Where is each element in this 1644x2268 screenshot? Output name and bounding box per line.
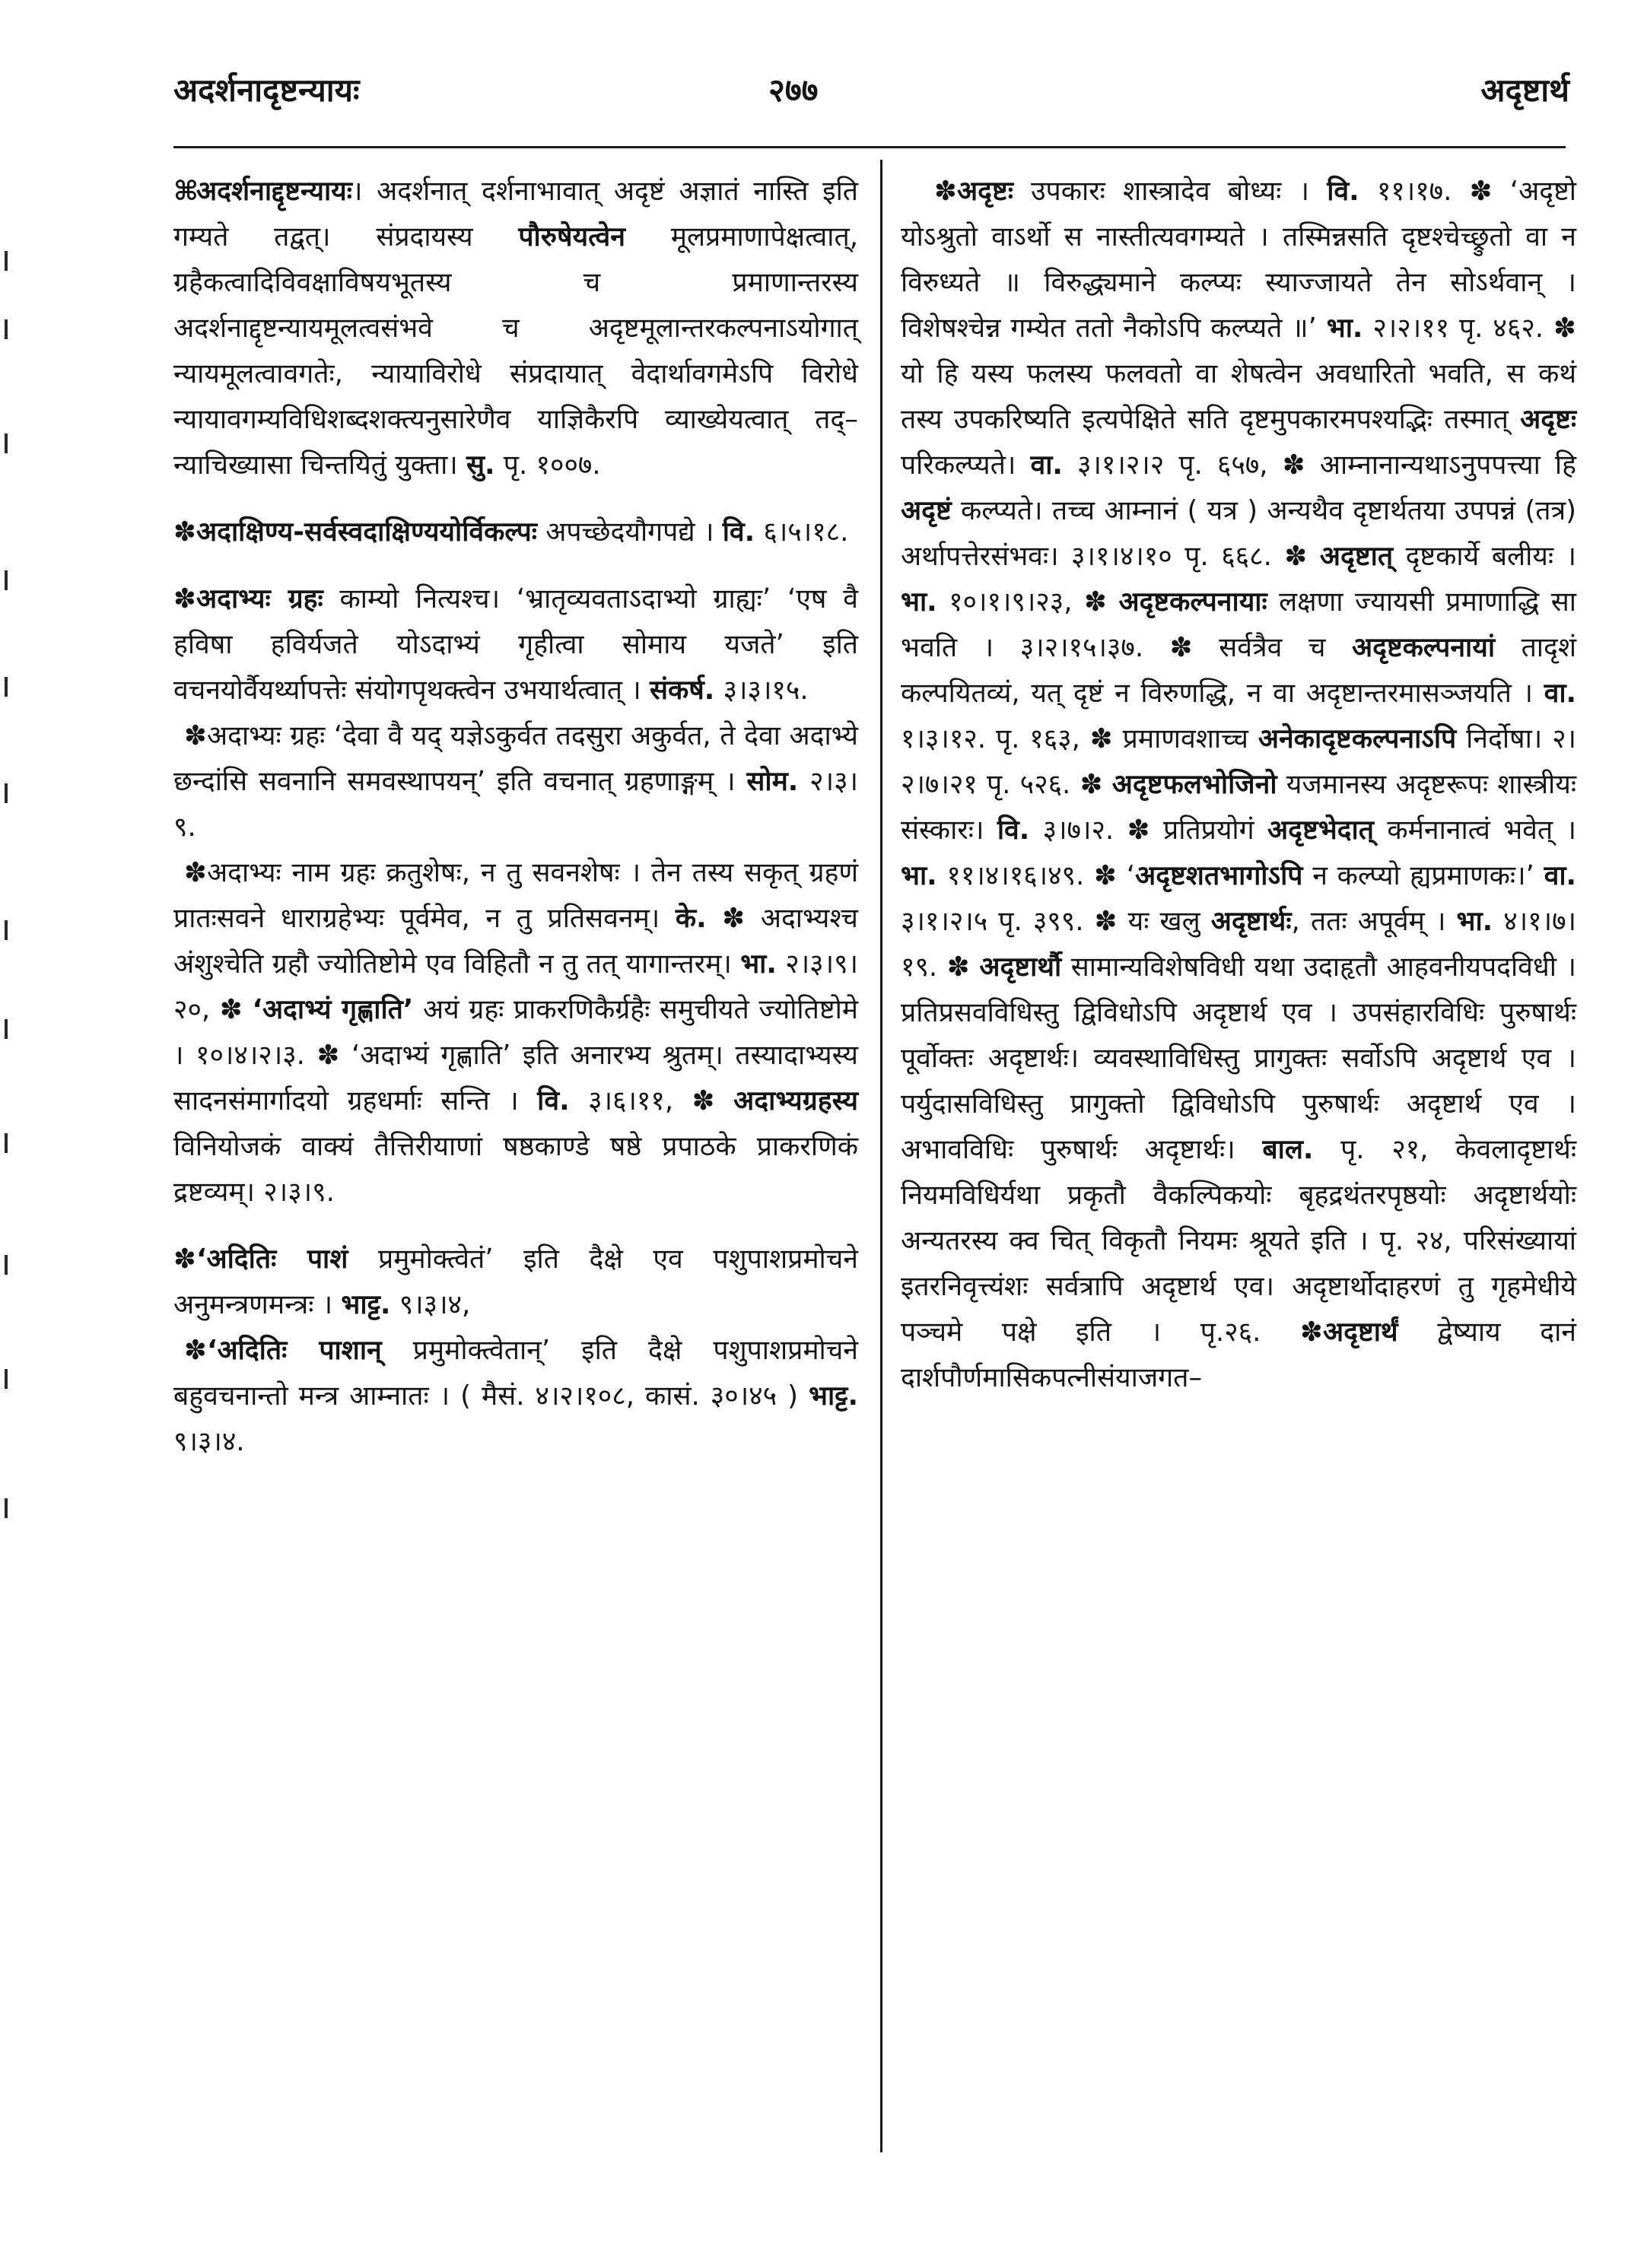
edge-mark — [5, 1133, 8, 1153]
entry-text: आम्नानान्यथाऽनुपपत्त्या हि — [1305, 449, 1576, 481]
edge-mark — [5, 319, 8, 339]
header-rule — [173, 146, 1566, 148]
headword: अदृष्टभेदात् — [1267, 815, 1374, 846]
entry-asterisk-icon: ✽ — [1284, 541, 1308, 572]
entry-text: अदाभ्यः ग्रहः ‘देवा वै यद् यज्ञेऽकुर्वत तदसुरा अकुर्वत, ते देवा अदाभ्ये छन्दांसि सवनानि समवस्थापयन्’ इति वचनात् ग्रहणाङ्गम् । — [173, 720, 858, 797]
special-entry-icon: ⌘ — [173, 176, 199, 207]
headword: अदृष्टार्थौ — [979, 951, 1062, 983]
headword: अदृष्टार्थः — [1210, 906, 1292, 937]
entry-text: लक्षणा ज्यायसी प्रमाणाद्धि सा भवति । ३।२।१५।३७. — [901, 586, 1576, 663]
entry-text: ‘अदाभ्यं गृह्णाति’ इति अनारभ्य श्रुतम्। तस्यादाभ्यस्य सादनसंमार्गादयो ग्रहधर्माः सन्ति । — [173, 1040, 858, 1117]
headword: ‘अदितिः पाशं — [196, 1244, 348, 1275]
entry-text — [970, 951, 980, 983]
right-column — [901, 169, 1576, 1401]
dictionary-entry — [173, 1237, 858, 1465]
running-head-left: अदर्शनादृष्टन्यायः — [173, 71, 360, 109]
entry-asterisk-icon: ✽ — [1169, 632, 1193, 663]
headword: बाल. — [1262, 1134, 1314, 1165]
entry-paragraph — [173, 1237, 858, 1328]
entry-asterisk-icon: ✽ — [1094, 860, 1117, 891]
entry-text: प्रमुमोक्त्वेतान्’ इति दैक्षे पशुपाशप्रमोचने बहुवचनान्तो मन्त्र आम्नातः । ( मैसं. ४।२।१०८, कासं. ३०।४५ ) — [173, 1335, 858, 1412]
entry-sub-paragraph — [173, 1328, 858, 1465]
headword: भा. — [740, 948, 777, 980]
headword: संकर्ष. — [650, 675, 715, 706]
entry-asterisk-icon: ✽ — [184, 1335, 207, 1366]
entry-sub-paragraph — [173, 713, 858, 850]
headword: अदृष्टकल्पनायां — [1351, 632, 1496, 663]
dictionary-entry — [173, 577, 858, 1215]
headword: वि. — [997, 815, 1030, 846]
entry-text: यः खलु — [1117, 906, 1211, 937]
entry-asterisk-icon: ✽ — [173, 583, 196, 615]
entry-text: पृ. १००७. — [494, 449, 601, 481]
headword: भा. — [901, 860, 937, 891]
entry-text: दृष्टकार्ये बलीयः । — [1393, 541, 1576, 572]
entry-text: २।३।९. — [173, 766, 858, 843]
running-head-right: अदृष्टार्थ — [1480, 71, 1569, 109]
headword: अदाक्षिण्य-सर्वस्वदाक्षिण्ययोर्विकल्पः — [196, 516, 537, 548]
headword: अदृष्टं — [901, 495, 952, 526]
headword: पौरुषेयत्वेन — [518, 221, 625, 253]
entry-text: ३।३।१५. — [714, 675, 809, 706]
headword: अदृष्टशतभागोऽपि — [1135, 860, 1303, 891]
edge-mark — [5, 1369, 8, 1389]
entry-text: यजमानस्य अदृष्टरूपः शास्त्रीयः संस्कारः। — [901, 769, 1576, 846]
headword: सु. — [466, 449, 495, 481]
edge-mark — [5, 1019, 8, 1039]
entry-asterisk-icon: ✽ — [1553, 313, 1576, 344]
entry-text: ३।१।२।२ पृ. ६५७, — [1062, 449, 1283, 481]
entry-asterisk-icon: ✽ — [946, 951, 970, 983]
headword: अदाभ्यग्रहस्य — [733, 1085, 858, 1117]
entry-text: २।२।११ पृ. ४६२. — [1363, 313, 1553, 344]
entry-asterisk-icon: ✽ — [934, 176, 957, 207]
entry-paragraph — [173, 510, 858, 555]
entry-asterisk-icon: ✽ — [1282, 449, 1305, 481]
entry-text — [715, 1085, 734, 1117]
entry-asterisk-icon: ✽ — [1299, 1317, 1323, 1348]
entry-text: न कल्प्यो ह्यप्रमाणकः।’ — [1302, 860, 1544, 891]
entry-text: अदाभ्यः नाम ग्रहः क्रतुशेषः, न तु सवनशेषः । तेन तस्य सकृत् ग्रहणं प्रातःसवने धाराग्रहेभ्यः पूर्वमेव, न तु प्रतिसवनम्। — [173, 857, 858, 934]
entry-text: अयं ग्रहः प्राकरणिकैर्ग्रहैः समुचीयते ज्योतिष्टोमे । १०।४।२।३. — [173, 994, 858, 1071]
entry-text: प्रमुमोक्त्वेतं’ इति दैक्षे एव पशुपाशप्रमोचने अनुमन्त्रणमन्त्रः । — [173, 1244, 858, 1320]
headword: अदृष्टः — [1520, 404, 1576, 435]
entry-text: ‘ — [1117, 860, 1136, 891]
entry-text: प्रतिप्रयोगं — [1150, 815, 1268, 846]
entry-text: प्रमाणवशाच्च — [1112, 723, 1258, 754]
headword: भा. — [901, 586, 937, 618]
entry-text: पृ. २१, केवलादृष्टार्थः नियमविधिर्यथा प्रकृतौ वैकल्पिकयोः बृहद्रथंतरपृष्ठयोः अदृष्टार्थयोः अन्यतरस्य क्व चित् विकृतौ नियमः श्रूयते इति । पृ. २४, परिसंख्यायां इतरनिवृत्त्यंशः सर्वत्रापि अदृष्टार्थ एव। अदृष्टार्थोदाहरणं तु गृहमेधीये पञ्चमे पक्षे इति । पृ.२६. — [901, 1134, 1577, 1348]
entry-text: सामान्यविशेषविधी यथा उदाहृतौ आहवनीयपदविधी । प्रतिप्रसवविधिस्तु द्विविधोऽपि अदृष्टार्थ एव । उपसंहारविधिः पुरुषार्थः पूर्वोक्तः अदृष्टार्थः। व्यवस्थाविधिस्तु प्रागुक्तः सर्वोऽपि अदृष्टार्थ एव । पर्युदासविधिस्तु प्रागुक्तो द्विविधोऽपि पुरुषार्थः अदृष्टार्थ एव । अभावविधिः पुरुषार्थः अदृष्टार्थः। — [901, 951, 1576, 1165]
entry-asterisk-icon: ✽ — [184, 720, 207, 751]
entry-paragraph — [173, 577, 858, 713]
entry-text: काम्यो नित्यश्च। ‘भ्रातृव्यवताऽदाभ्यो ग्राह्यः’ ‘एष वै हविषा हविर्यजते योऽदाभ्यं गृहीत्वा सोमाय यजते’ इति वचनयोर्वैयर्थ्यापत्तेः संयोगपृथक्त्वेन उभयार्थत्वात् । — [173, 583, 858, 706]
edge-mark — [5, 1498, 8, 1518]
headword: वा. — [1544, 860, 1576, 891]
page-number: २७७ — [768, 71, 819, 109]
entry-paragraph — [173, 169, 858, 488]
entry-text: , ततः अपूर्वम् । — [1291, 906, 1457, 937]
binding-edge-marks — [5, 251, 8, 1544]
entry-asterisk-icon: ✽ — [1127, 815, 1150, 846]
headword: ‘अदाभ्यं गृह्णाति’ — [252, 994, 414, 1025]
left-column — [173, 169, 858, 1486]
entry-text: तादृशं कल्पयितव्यं, यत् दृष्टं न विरुणद्धि, न वा अदृष्टान्तरमासञ्जयति । — [901, 632, 1576, 709]
headword: अदर्शनाद्दृष्टन्यायः — [196, 176, 352, 207]
headword: अदृष्टार्थं — [1322, 1317, 1398, 1348]
entry-text: विनियोजकं वाक्यं तैत्तिरीयाणां षष्ठकाण्डे षष्ठे प्रपाठके प्राकरणिकं द्रष्टव्यम्। २।३।९. — [173, 1131, 858, 1208]
headword: वा. — [1030, 449, 1063, 481]
entry-text: ११।१७. — [1359, 176, 1470, 207]
entry-asterisk-icon: ✽ — [173, 1244, 196, 1275]
entry-asterisk-icon: ✽ — [1080, 769, 1103, 800]
entry-text: परिकल्प्यते। — [901, 449, 1031, 481]
entry-text: ४।१।७।१९. — [901, 906, 1576, 983]
entry-asterisk-icon: ✽ — [1083, 586, 1107, 618]
entry-text: ६।५।१८. — [755, 516, 849, 548]
headword: अनेकादृष्टकल्पनाऽपि — [1258, 723, 1457, 754]
entry-text: ११।४।१६।४९. — [936, 860, 1095, 891]
entry-text: कर्मनानात्वं भवेत् । — [1373, 815, 1576, 846]
entry-text: उपकारः शास्त्रादेव बोध्यः । — [1013, 176, 1328, 207]
headword: भाट्ट. — [341, 1289, 391, 1320]
entry-text — [1103, 769, 1112, 800]
entry-text: यो हि यस्य फलस्य फलवतो वा शेषत्वेन अवधारितो भवति, स कथं तस्य उपकरिष्यति इत्यपेक्षिते सति दृष्टमुपकारमपश्यद्भिः तस्मात् — [901, 358, 1576, 435]
dictionary-entry — [173, 169, 858, 488]
entry-text: १०।१।९।२३, — [936, 586, 1084, 618]
edge-mark — [5, 434, 8, 453]
entry-text: १।३।१२. पृ. १६३, — [901, 723, 1090, 754]
entry-text: द्वेष्याय दानं दार्शपौर्णमासिकपत्नीसंयाजगत– — [901, 1317, 1576, 1393]
entry-text: ३।१।२।५ पृ. ३९९. — [901, 906, 1095, 937]
headword: भा. — [1456, 906, 1493, 937]
entry-asterisk-icon: ✽ — [1094, 906, 1118, 937]
entry-text: ९।३।४. — [173, 1426, 245, 1457]
edge-mark — [5, 570, 8, 590]
headword: के. — [675, 903, 707, 934]
entry-text: ३।७।२. — [1029, 815, 1127, 846]
entry-sub-paragraph — [173, 850, 858, 1215]
headword: वि. — [537, 1085, 570, 1117]
headword: सोम. — [746, 766, 799, 797]
entry-text — [243, 994, 253, 1025]
headword: वि. — [1327, 176, 1359, 207]
entry-asterisk-icon: ✽ — [1469, 176, 1493, 207]
entry-asterisk-icon: ✽ — [1089, 723, 1113, 754]
entry-text — [707, 903, 723, 934]
edge-mark — [5, 251, 8, 271]
entry-text: २।३।९।२०, — [173, 948, 858, 1025]
headword: अदृष्टकल्पनायाः — [1118, 586, 1267, 618]
entry-asterisk-icon: ✽ — [219, 994, 243, 1025]
entry-asterisk-icon: ✽ — [722, 903, 745, 934]
dictionary-entry — [173, 510, 858, 555]
entry-text: सर्वत्रैव च — [1192, 632, 1352, 663]
edge-mark — [5, 783, 8, 803]
headword: वि. — [722, 516, 755, 548]
headword: ‘अदितिः पाशान् — [207, 1335, 382, 1366]
entry-text: मूलप्रमाणापेक्षत्वात्, ग्रहैकत्वादिविवक्षाविषयभूतस्य च प्रमाणान्तरस्य अदर्शनाद्दृष्टन्यायमूलत्वसंभवे च अदृष्टमूलान्तरकल्पनाऽयोगात् न्यायमूलत्वावगतेः, न्यायाविरोधे संप्रदायात् वेदार्थावगमेऽपि विरोधे न्यायावगम्यविधिशब्दशक्त्यनुसारेणैव याज्ञिकैरपि व्याख्येयत्वात् तद्–न्याचिख्यासा चिन्तयितुं युक्ता। — [173, 221, 858, 481]
headword: भाट्ट. — [809, 1380, 858, 1412]
edge-mark — [5, 920, 8, 940]
entry-paragraph — [901, 169, 1576, 1401]
entry-text: कल्प्यते। तच्च आम्नानं ( यत्र ) अन्यथैव दृष्टार्थतया उपपन्नं (तत्र) अर्थापत्तेरसंभवः। ३।१।४।१० पृ. ६६८. — [901, 495, 1576, 572]
edge-mark — [5, 1255, 8, 1275]
entry-text: निर्दोषा। २।२।७।२१ पृ. ५२६. — [901, 723, 1577, 800]
entry-text: ९।३।४, — [390, 1289, 471, 1320]
headword: भा. — [1326, 313, 1363, 344]
headword: अदृष्टात् — [1319, 541, 1394, 572]
entry-text — [1107, 586, 1118, 618]
entry-asterisk-icon: ✽ — [184, 857, 207, 888]
headword: वा. — [1544, 678, 1576, 709]
edge-mark — [5, 677, 8, 697]
headword: अदृष्टः — [957, 176, 1013, 207]
headword: अदाभ्यः ग्रहः — [196, 583, 323, 615]
entry-text: अपच्छेदयौगपद्ये । — [536, 516, 723, 548]
column-divider — [880, 160, 882, 2152]
entry-text: अदाभ्यश्च अंशुश्चेति ग्रहौ ज्योतिष्टोमे एव विहितौ न तु तत् यागान्तरम्। — [173, 903, 858, 980]
entry-asterisk-icon: ✽ — [173, 516, 196, 548]
headword: अदृष्टफलभोजिनो — [1111, 769, 1277, 800]
entry-text — [1307, 541, 1320, 572]
entry-text: ‘अदृष्टो योऽश्रुतो वाऽर्थो स नास्तीत्यवगम्यते । तस्मिन्नसति दृष्टश्चेच्छ्रुतो वा न विरुध्यते ॥ विरुद्ध्यमाने कल्प्यः स्याज्जायते तेन सोऽर्थवान् । विशेषश्चेन्न गम्येत ततो नैकोऽपि कल्प्यते ॥’ — [901, 176, 1576, 344]
entry-text: ३।६।११, — [569, 1085, 692, 1117]
entry-asterisk-icon: ✽ — [692, 1085, 715, 1117]
entry-asterisk-icon: ✽ — [316, 1040, 340, 1071]
entry-text: । अदर्शनात् दर्शनाभावात् अदृष्टं अज्ञातं नास्ति इति गम्यते तद्वत्। संप्रदायस्य — [173, 176, 858, 253]
